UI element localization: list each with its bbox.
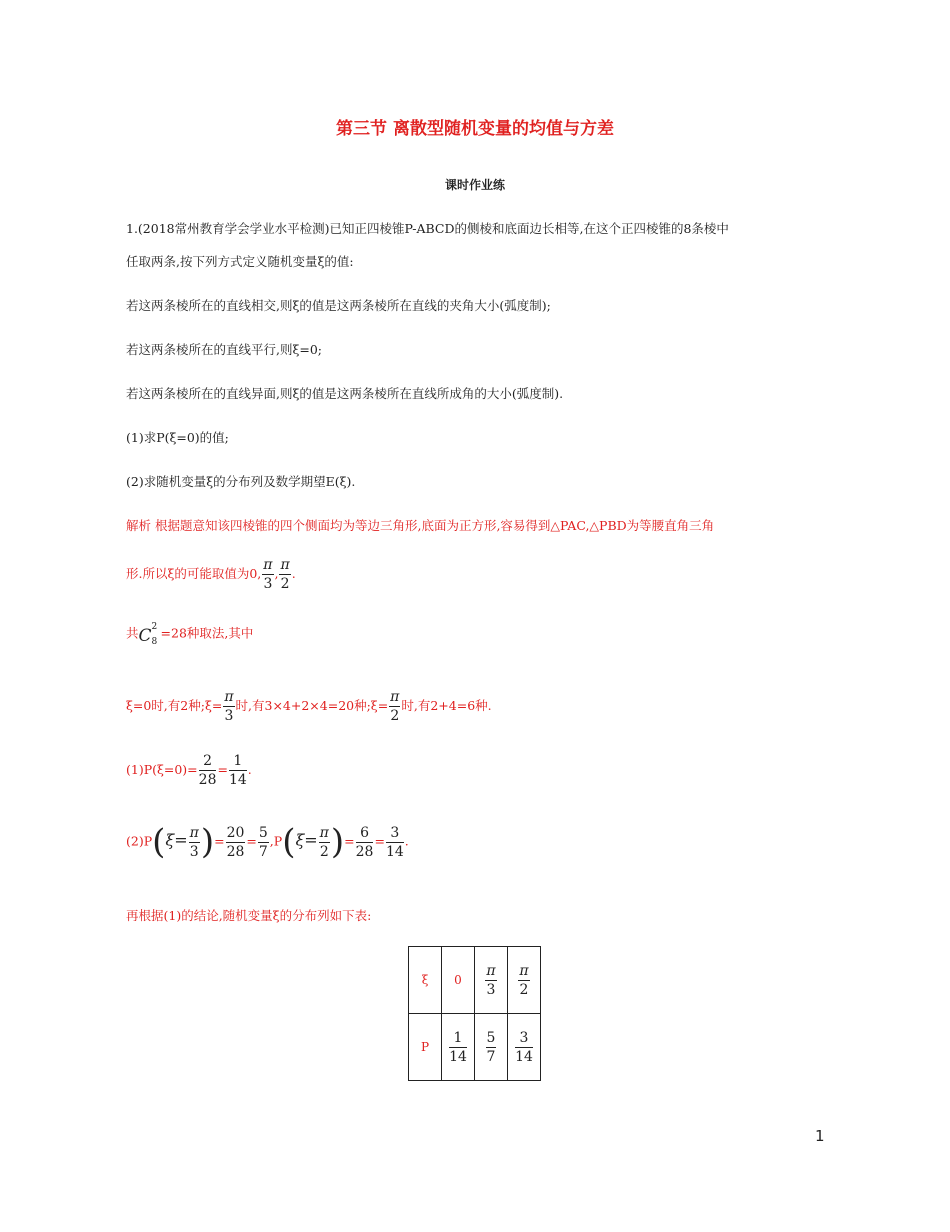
fraction-denominator: 7 <box>486 1048 496 1065</box>
p-label-cell: P <box>409 1014 442 1081</box>
solution-line-2-text: 形.所以ξ的可能取值为0, <box>126 566 262 581</box>
left-paren: ( <box>282 822 296 862</box>
xi-value-pi-over-2 <box>508 947 541 1014</box>
table-intro: 再根据(1)的结论,随机变量ξ的分布列如下表: <box>126 908 372 923</box>
problem-rule-2: 若这两条棱所在的直线平行,则ξ=0; <box>126 342 322 357</box>
fraction-denominator: 14 <box>385 843 404 860</box>
fraction-denominator: 14 <box>449 1048 467 1065</box>
fraction-pi-over-2 <box>319 824 330 861</box>
fraction-5-over-7 <box>258 824 269 861</box>
xi-equals: ξ= <box>295 830 318 850</box>
fraction-denominator: 2 <box>319 843 329 860</box>
fraction-denominator: 2 <box>390 708 400 724</box>
period: . <box>247 762 252 777</box>
fraction-pi-over-3 <box>485 962 496 999</box>
case-c: 时,有2+4=6种. <box>401 698 492 713</box>
fraction-denominator: 14 <box>228 772 247 788</box>
fraction-2-over-28 <box>199 752 217 789</box>
total-prefix: 共 <box>126 625 139 641</box>
right-paren: ) <box>200 822 215 862</box>
equals-sign: = <box>214 833 225 849</box>
fraction-numerator: π <box>486 962 496 979</box>
problem-line-2: 任取两条,按下列方式定义随机变量ξ的值: <box>126 254 354 269</box>
distribution-table <box>408 946 541 1081</box>
fraction-numerator: 20 <box>226 824 245 841</box>
period: . <box>291 566 296 581</box>
solution-line-1: 解析 根据题意知该四棱锥的四个侧面均为等边三角形,底面为正方形,容易得到△PAC,△PBD为等腰直角三角 <box>126 518 715 533</box>
period: . <box>404 833 409 849</box>
page-title: 第三节 离散型随机变量的均值与方差 <box>336 119 614 139</box>
p-value-cell <box>442 1014 475 1081</box>
case-a: ξ=0时,有2种;ξ= <box>126 698 223 713</box>
equals-sign: = <box>217 762 228 777</box>
combination-sup: 2 <box>151 622 158 632</box>
fraction-pi-over-2 <box>518 962 529 999</box>
solution-total-line <box>126 622 253 646</box>
fraction-denominator: 3 <box>263 576 273 592</box>
fraction-denominator: 3 <box>486 981 496 998</box>
probability-fraction <box>486 1029 497 1066</box>
fraction-numerator: 3 <box>515 1029 533 1048</box>
total-suffix: =28种取法,其中 <box>160 625 254 641</box>
fraction-denominator: 28 <box>355 843 374 860</box>
probability-fraction <box>449 1029 467 1066</box>
table-row-xi <box>409 947 541 1014</box>
answer-part-1 <box>126 752 252 789</box>
fraction-numerator: π <box>319 824 329 841</box>
fraction-pi-over-3 <box>189 824 200 861</box>
fraction-denominator: 14 <box>515 1048 533 1065</box>
fraction-numerator: π <box>519 962 529 979</box>
combination-letter: C <box>138 626 152 646</box>
question-2: (2)求随机变量ξ的分布列及数学期望E(ξ). <box>126 474 356 489</box>
fraction-denominator: 3 <box>224 708 234 724</box>
comma: , <box>274 566 279 581</box>
fraction-numerator: 5 <box>486 1029 496 1046</box>
fraction-6-over-28 <box>356 824 374 861</box>
fraction-denominator: 7 <box>258 843 268 860</box>
combination-symbol <box>139 622 161 646</box>
answer-2-mid: ,P <box>269 833 283 849</box>
equals-sign: = <box>344 833 355 849</box>
fraction-denominator: 2 <box>280 576 290 592</box>
fraction-denominator: 3 <box>189 843 199 860</box>
fraction-numerator: 5 <box>258 824 268 841</box>
solution-line-2 <box>126 556 296 593</box>
fraction-numerator: π <box>189 824 199 841</box>
answer-part-2 <box>126 822 409 862</box>
fraction-pi-over-2 <box>389 688 400 725</box>
fraction-pi-over-3 <box>262 556 273 593</box>
answer-1-prefix: (1)P(ξ=0)= <box>126 762 198 777</box>
fraction-numerator: π <box>224 689 234 705</box>
fraction-numerator: 6 <box>356 824 374 843</box>
table-row-p <box>409 1014 541 1081</box>
equals-sign: = <box>246 833 257 849</box>
left-paren: ( <box>152 822 166 862</box>
right-paren: ) <box>330 822 345 862</box>
problem-rule-3: 若这两条棱所在的直线异面,则ξ的值是这两条棱所在直线所成角的大小(弧度制). <box>126 386 564 401</box>
fraction-numerator: π <box>280 557 290 573</box>
equals-sign: = <box>374 833 385 849</box>
fraction-1-over-14 <box>229 752 247 789</box>
p-value-cell <box>475 1014 508 1081</box>
fraction-numerator: π <box>390 689 400 705</box>
fraction-pi-over-3 <box>223 688 234 725</box>
fraction-denominator: 28 <box>226 843 245 860</box>
case-b: 时,有3×4+2×4=20种;ξ= <box>235 698 389 713</box>
xi-equals: ξ= <box>165 830 188 850</box>
solution-cases-line <box>126 688 492 725</box>
fraction-pi-over-2 <box>279 556 290 593</box>
fraction-3-over-14 <box>386 824 404 861</box>
problem-rule-1: 若这两条棱所在的直线相交,则ξ的值是这两条棱所在直线的夹角大小(弧度制); <box>126 298 551 313</box>
problem-line-1: 1.(2018常州教育学会学业水平检测)已知正四棱锥P-ABCD的侧棱和底面边长相等,在这个正四棱锥的8条棱中 <box>126 221 729 236</box>
xi-value-pi-over-3 <box>475 947 508 1014</box>
fraction-numerator: 2 <box>199 752 217 771</box>
fraction-numerator: π <box>263 557 273 573</box>
fraction-denominator: 2 <box>519 981 529 998</box>
fraction-numerator: 1 <box>449 1029 467 1048</box>
p-value-cell <box>508 1014 541 1081</box>
probability-fraction <box>515 1029 533 1066</box>
answer-2-prefix: (2)P <box>126 833 153 849</box>
question-1: (1)求P(ξ=0)的值; <box>126 430 229 445</box>
combination-sub: 8 <box>151 637 158 647</box>
section-subtitle: 课时作业练 <box>444 178 505 192</box>
xi-label-cell: ξ <box>409 947 442 1014</box>
fraction-denominator: 28 <box>198 772 217 788</box>
fraction-numerator: 3 <box>386 824 404 843</box>
fraction-numerator: 1 <box>229 752 247 771</box>
xi-value-zero: 0 <box>442 947 475 1014</box>
page-number: 1 <box>815 1127 825 1145</box>
fraction-20-over-28 <box>226 824 246 861</box>
